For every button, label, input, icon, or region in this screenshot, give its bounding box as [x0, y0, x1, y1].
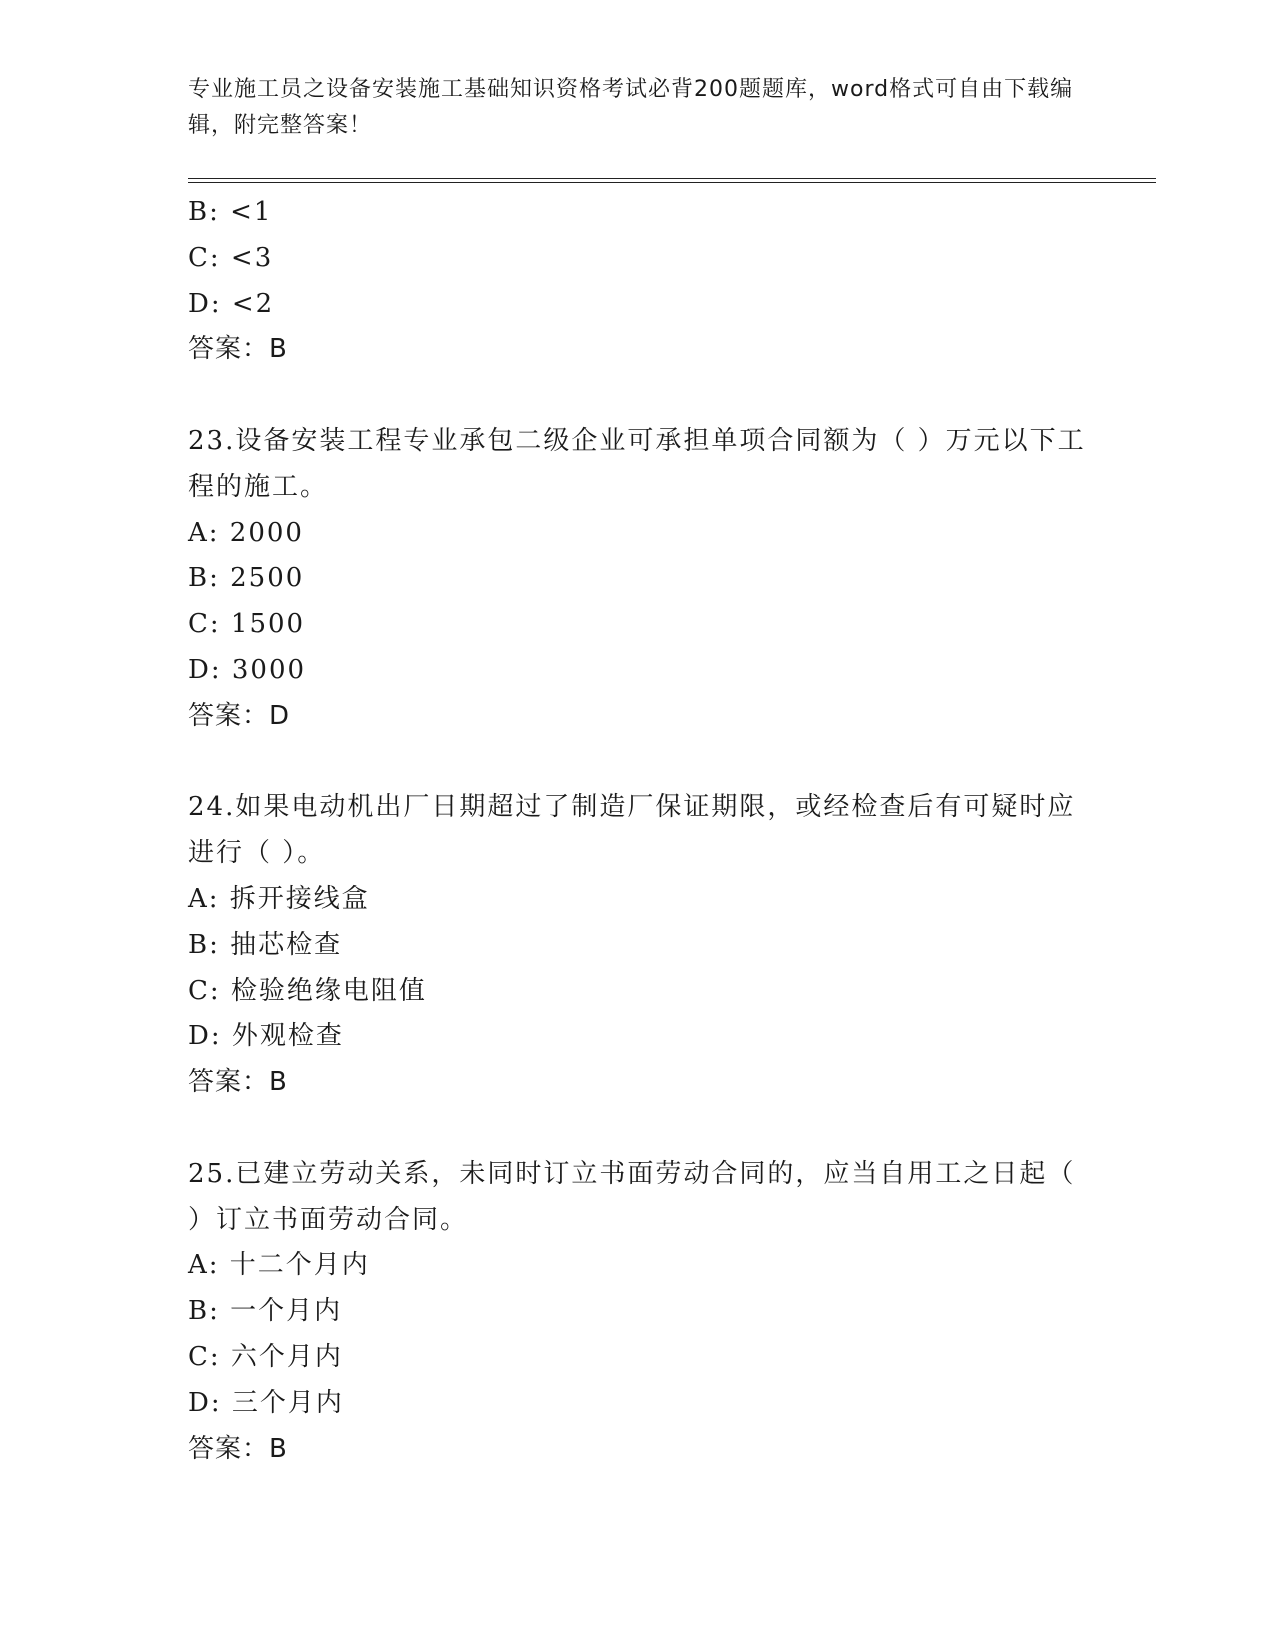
answer-line: 答案：B	[188, 1433, 288, 1464]
spacer	[188, 373, 1088, 419]
option-b: B: 抽芯检查	[188, 929, 343, 960]
question-text: 25.已建立劳动关系，未同时订立书面劳动合同的，应当自用工之日起（ ）订立书面劳动合同。	[188, 1158, 1076, 1235]
header-rule-top	[188, 178, 1156, 179]
option-b: B: 2500	[188, 563, 305, 594]
question-list	[188, 190, 1088, 1472]
option-a: A: 拆开接线盒	[188, 883, 370, 914]
question-block-23	[188, 419, 1088, 740]
question-block-24	[188, 785, 1088, 1106]
spacer	[188, 740, 1088, 786]
option-b: B: <1	[188, 197, 273, 227]
option-d: D: <2	[188, 288, 275, 319]
question-block-partial	[188, 190, 1088, 373]
option-c: C: 检验绝缘电阻值	[188, 975, 427, 1006]
question-text: 23.设备安装工程专业承包二级企业可承担单项合同额为（ ）万元以下工程的施工。	[188, 425, 1086, 502]
document-header	[188, 72, 1088, 144]
option-b: B: 一个月内	[188, 1296, 343, 1327]
option-c: C: <3	[188, 242, 274, 273]
question-text: 24.如果电动机出厂日期超过了制造厂保证期限，或经检查后有可疑时应进行（ ）。	[188, 792, 1076, 869]
option-d: D: 外观检查	[188, 1021, 344, 1052]
header-rule-bottom	[188, 182, 1156, 183]
option-c: C: 1500	[188, 609, 306, 640]
answer-line: 答案：B	[188, 334, 288, 365]
answer-line: 答案：B	[188, 1067, 288, 1098]
answer-line: 答案：D	[188, 700, 291, 731]
option-c: C: 六个月内	[188, 1341, 343, 1372]
option-d: D: 3000	[188, 654, 307, 685]
option-d: D: 三个月内	[188, 1387, 344, 1418]
question-block-25	[188, 1152, 1088, 1473]
spacer	[188, 1106, 1088, 1152]
document-title: 专业施工员之设备安装施工基础知识资格考试必背200题题库，word格式可自由下载编辑，附完整答案！	[188, 77, 1074, 138]
option-a: A: 2000	[188, 517, 304, 548]
option-a: A: 十二个月内	[188, 1250, 370, 1281]
